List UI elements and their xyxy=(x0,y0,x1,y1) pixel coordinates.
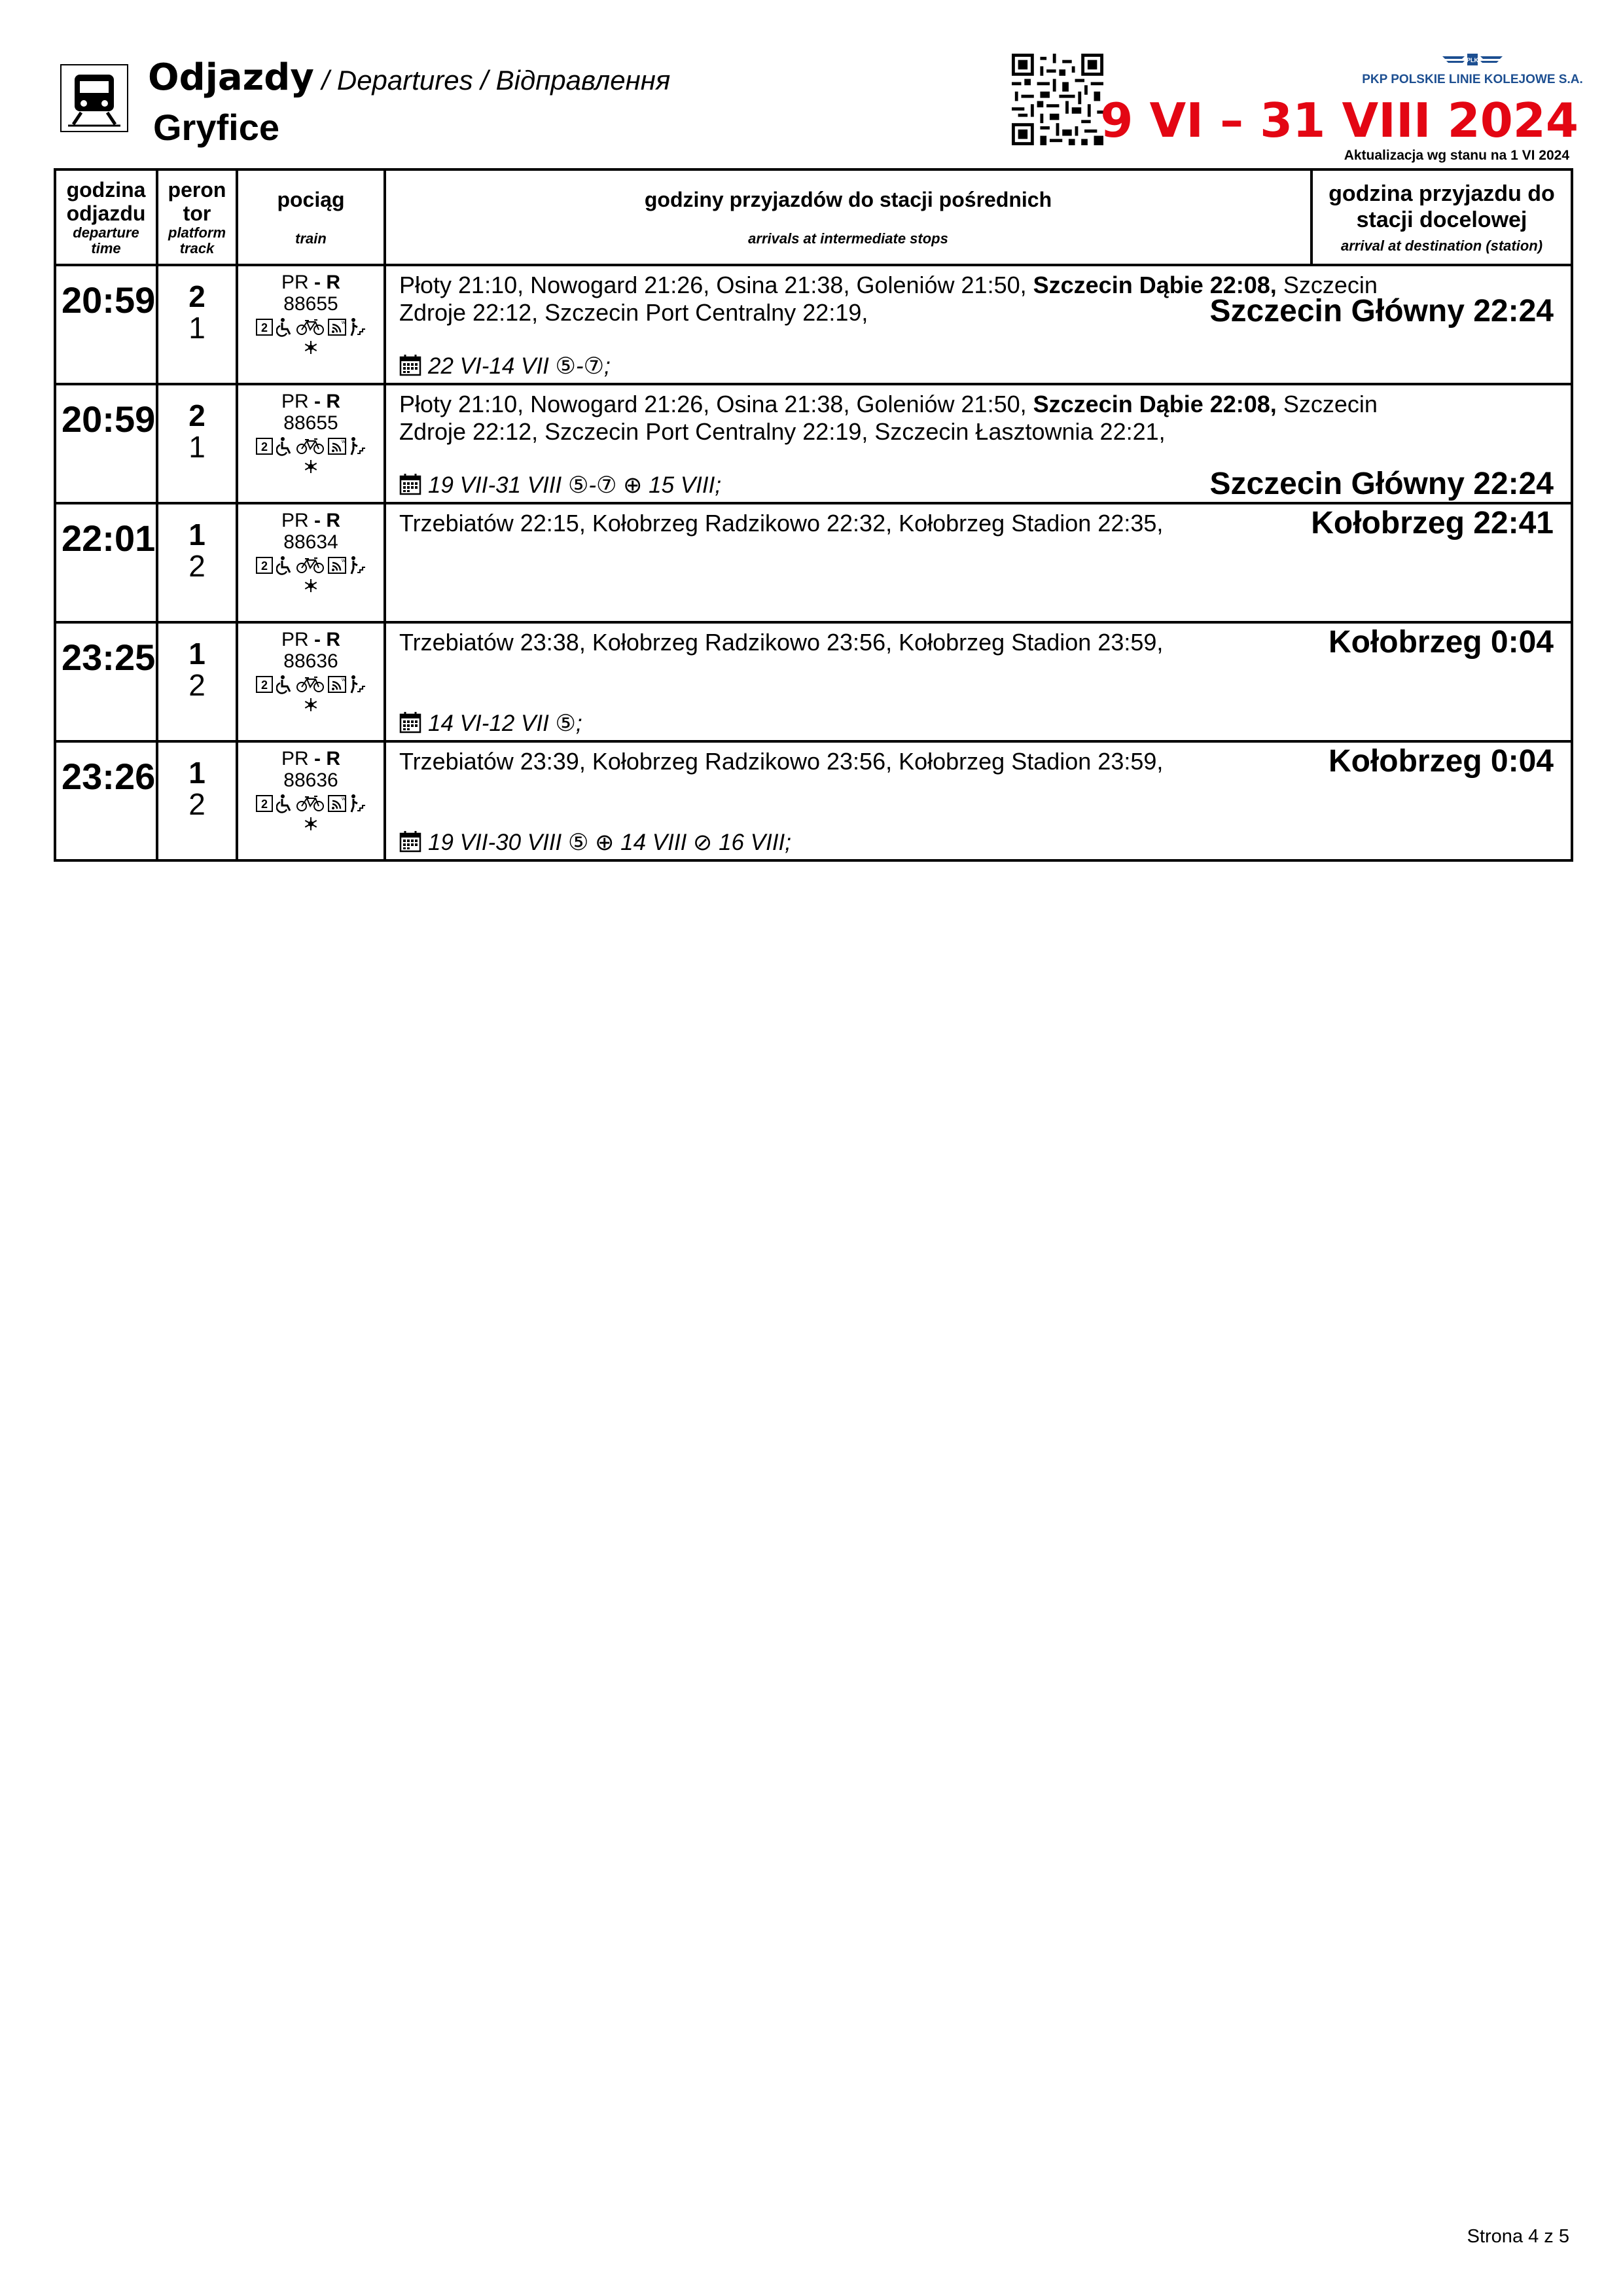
stops-pre: Trzebiatów 23:39, Kołobrzeg Radzikowo 23:56, Kołobrzeg Stadion 23:59, xyxy=(399,748,1164,775)
svg-text:PLK: PLK xyxy=(1467,57,1478,63)
wheelchair-icon xyxy=(275,559,294,571)
platform-number: 1 xyxy=(188,756,205,790)
wheelchair-icon xyxy=(275,679,294,690)
stops-post: Szczecin Zdroje 22:12, Szczecin Port Centralny 22:19, xyxy=(399,272,1378,326)
col-departure-pl: godzina odjazdu xyxy=(66,178,146,225)
platform-cell xyxy=(157,741,237,860)
page-title xyxy=(148,51,670,107)
step-free-boarding-icon xyxy=(348,321,368,332)
stops-pre: Trzebiatów 22:15, Kołobrzeg Radzikowo 22:32, Kołobrzeg Stadion 22:35, xyxy=(399,510,1164,537)
stops-cell xyxy=(385,384,1572,503)
train-amenities xyxy=(238,794,383,816)
col-train xyxy=(237,169,385,265)
svg-text:2: 2 xyxy=(260,321,268,334)
air-conditioning-icon xyxy=(238,697,383,716)
page-number: Strona 4 z 5 xyxy=(1467,2226,1569,2247)
train-cell xyxy=(237,503,385,622)
wheelchair-icon xyxy=(275,798,294,809)
stops-cell xyxy=(385,622,1572,741)
departure-time: 23:25 xyxy=(55,622,157,741)
step-free-boarding-icon xyxy=(348,798,368,809)
ticket-machine-icon xyxy=(326,321,348,332)
track-number: 2 xyxy=(188,787,205,821)
col-stops-en: arrivals at intermediate stops xyxy=(748,230,948,247)
train-amenities xyxy=(238,675,383,697)
table-row xyxy=(55,741,1572,860)
track-number: 1 xyxy=(188,311,205,345)
calendar-icon xyxy=(399,830,421,853)
second-class-icon xyxy=(254,440,275,451)
svg-text:2: 2 xyxy=(260,559,268,573)
table-row xyxy=(55,384,1572,503)
svg-text:2: 2 xyxy=(260,440,268,453)
svg-text:W: W xyxy=(342,559,346,563)
destination-arrival: Kołobrzeg 22:41 xyxy=(1311,506,1554,540)
train-number: 88634 xyxy=(283,531,338,553)
train-cell xyxy=(237,741,385,860)
track-number: 1 xyxy=(188,430,205,464)
ticket-machine-icon xyxy=(326,798,348,809)
pkp-plk-logo xyxy=(1361,52,1584,87)
svg-text:W: W xyxy=(342,440,346,444)
track-number: 2 xyxy=(188,668,205,702)
ticket-machine-icon xyxy=(326,559,348,571)
update-note: Aktualizacja wg stanu na 1 VI 2024 xyxy=(1344,148,1569,163)
train-category: PR - R xyxy=(281,629,341,650)
destination-arrival: Kołobrzeg 0:04 xyxy=(1328,625,1554,660)
col-platform-pl: peron tor xyxy=(168,178,226,225)
train-cell xyxy=(237,265,385,384)
train-category: PR - R xyxy=(281,748,341,769)
bicycle-icon xyxy=(294,559,326,571)
destination-arrival: Szczecin Główny 22:24 xyxy=(1209,467,1554,501)
col-destination-en: arrival at destination (station) xyxy=(1340,238,1543,254)
calendar-text: 19 VII-30 VIII ⑤ ⊕ 14 VIII ⊘ 16 VIII; xyxy=(428,830,791,855)
stops-post: Szczecin Zdroje 22:12, Szczecin Port Centralny 22:19, Szczecin Łasztownia 22:21, xyxy=(399,391,1378,445)
intermediate-stops xyxy=(399,748,1433,775)
intermediate-stops xyxy=(399,391,1433,446)
air-conditioning-icon xyxy=(238,578,383,597)
category: R xyxy=(326,391,341,412)
platform-cell xyxy=(157,384,237,503)
train-amenities xyxy=(238,556,383,578)
table-row xyxy=(55,622,1572,741)
bicycle-icon xyxy=(294,440,326,451)
air-conditioning-icon xyxy=(238,459,383,478)
table-header xyxy=(55,169,1572,265)
second-class-icon xyxy=(254,798,275,809)
svg-text:W: W xyxy=(342,321,346,325)
step-free-boarding-icon xyxy=(348,559,368,571)
wheelchair-icon xyxy=(275,321,294,332)
train-category: PR - R xyxy=(281,272,341,293)
svg-text:W: W xyxy=(342,679,346,682)
stops-bold: Szczecin Dąbie 22:08, xyxy=(1033,391,1277,417)
col-platform xyxy=(157,169,237,265)
track-number: 2 xyxy=(188,549,205,583)
ticket-machine-icon xyxy=(326,440,348,451)
train-number: 88655 xyxy=(283,412,338,434)
col-stops xyxy=(385,169,1311,265)
bicycle-icon xyxy=(294,679,326,690)
title-main: Odjazdy xyxy=(148,56,314,99)
air-conditioning-icon xyxy=(238,816,383,836)
stops-cell xyxy=(385,503,1572,622)
svg-text:2: 2 xyxy=(260,798,268,811)
platform-number: 1 xyxy=(188,518,205,552)
train-number: 88636 xyxy=(283,650,338,672)
step-free-boarding-icon xyxy=(348,679,368,690)
calendar-note xyxy=(399,472,721,499)
platform-number: 2 xyxy=(188,398,205,433)
stops-pre: Płoty 21:10, Nowogard 21:26, Osina 21:38, Goleniów 21:50, xyxy=(399,391,1033,417)
second-class-icon xyxy=(254,679,275,690)
carrier: PR xyxy=(281,629,309,650)
category: R xyxy=(326,510,341,531)
departure-time: 23:26 xyxy=(55,741,157,860)
col-train-en: train xyxy=(295,230,327,247)
wheelchair-icon xyxy=(275,440,294,451)
destination-arrival: Kołobrzeg 0:04 xyxy=(1328,744,1554,779)
carrier: PR xyxy=(281,272,309,293)
col-departure-en: departure time xyxy=(73,224,139,256)
intermediate-stops xyxy=(399,510,1433,537)
carrier: PR xyxy=(281,748,309,769)
carrier: PR xyxy=(281,510,309,531)
calendar-text: 14 VI-12 VII ⑤; xyxy=(428,711,582,736)
carrier: PR xyxy=(281,391,309,412)
intermediate-stops xyxy=(399,629,1433,656)
train-cell xyxy=(237,384,385,503)
calendar-icon xyxy=(399,473,421,495)
calendar-note xyxy=(399,353,611,380)
category: R xyxy=(326,629,341,650)
stops-pre: Trzebiatów 23:38, Kołobrzeg Radzikowo 23:56, Kołobrzeg Stadion 23:59, xyxy=(399,629,1164,656)
calendar-icon xyxy=(399,354,421,376)
calendar-text: 22 VI-14 VII ⑤-⑦; xyxy=(428,353,611,379)
departure-time: 22:01 xyxy=(55,503,157,622)
title-sub: / Departures / Відправлення xyxy=(313,65,671,96)
train-category: PR - R xyxy=(281,510,341,531)
platform-cell xyxy=(157,265,237,384)
category: R xyxy=(326,748,341,769)
pkp-plk-logo-icon xyxy=(1440,52,1505,68)
calendar-note xyxy=(399,710,582,737)
stops-cell xyxy=(385,265,1572,384)
ticket-machine-icon xyxy=(326,679,348,690)
svg-text:W: W xyxy=(342,798,346,802)
stops-pre: Płoty 21:10, Nowogard 21:26, Osina 21:38, Goleniów 21:50, xyxy=(399,272,1033,298)
validity-period: 9 VI – 31 VIII 2024 xyxy=(1100,93,1578,148)
stops-cell xyxy=(385,741,1572,860)
second-class-icon xyxy=(254,321,275,332)
train-icon xyxy=(60,64,128,132)
departures-table xyxy=(54,168,1573,862)
bicycle-icon xyxy=(294,798,326,809)
svg-text:2: 2 xyxy=(260,679,268,692)
calendar-icon xyxy=(399,711,421,733)
table-row xyxy=(55,265,1572,384)
platform-number: 1 xyxy=(188,637,205,671)
train-category: PR - R xyxy=(281,391,341,412)
departure-time: 20:59 xyxy=(55,384,157,503)
brand-name: PKP POLSKIE LINIE KOLEJOWE S.A. xyxy=(1362,73,1583,86)
train-number: 88655 xyxy=(283,293,338,315)
departure-time: 20:59 xyxy=(55,265,157,384)
station-name: Gryfice xyxy=(153,107,279,148)
train-number: 88636 xyxy=(283,769,338,791)
air-conditioning-icon xyxy=(238,340,383,359)
platform-cell xyxy=(157,503,237,622)
second-class-icon xyxy=(254,559,275,571)
qr-code-icon xyxy=(1012,54,1103,145)
col-platform-en: platform track xyxy=(168,224,226,256)
col-stops-pl: godziny przyjazdów do stacji pośrednich xyxy=(644,188,1052,211)
calendar-note xyxy=(399,829,791,857)
step-free-boarding-icon xyxy=(348,440,368,451)
train-amenities xyxy=(238,317,383,340)
train-cell xyxy=(237,622,385,741)
calendar-text: 19 VII-31 VIII ⑤-⑦ ⊕ 15 VIII; xyxy=(428,472,722,498)
col-train-pl: pociąg xyxy=(277,188,345,211)
stops-bold: Szczecin Dąbie 22:08, xyxy=(1033,272,1277,298)
col-destination xyxy=(1311,169,1572,265)
table-row xyxy=(55,503,1572,622)
bicycle-icon xyxy=(294,321,326,332)
destination-arrival: Szczecin Główny 22:24 xyxy=(1209,294,1554,328)
category: R xyxy=(326,272,341,293)
platform-number: 2 xyxy=(188,279,205,313)
platform-cell xyxy=(157,622,237,741)
col-departure xyxy=(55,169,157,265)
train-amenities xyxy=(238,436,383,459)
col-destination-pl: godzina przyjazdu do stacji docelowej xyxy=(1329,181,1555,232)
